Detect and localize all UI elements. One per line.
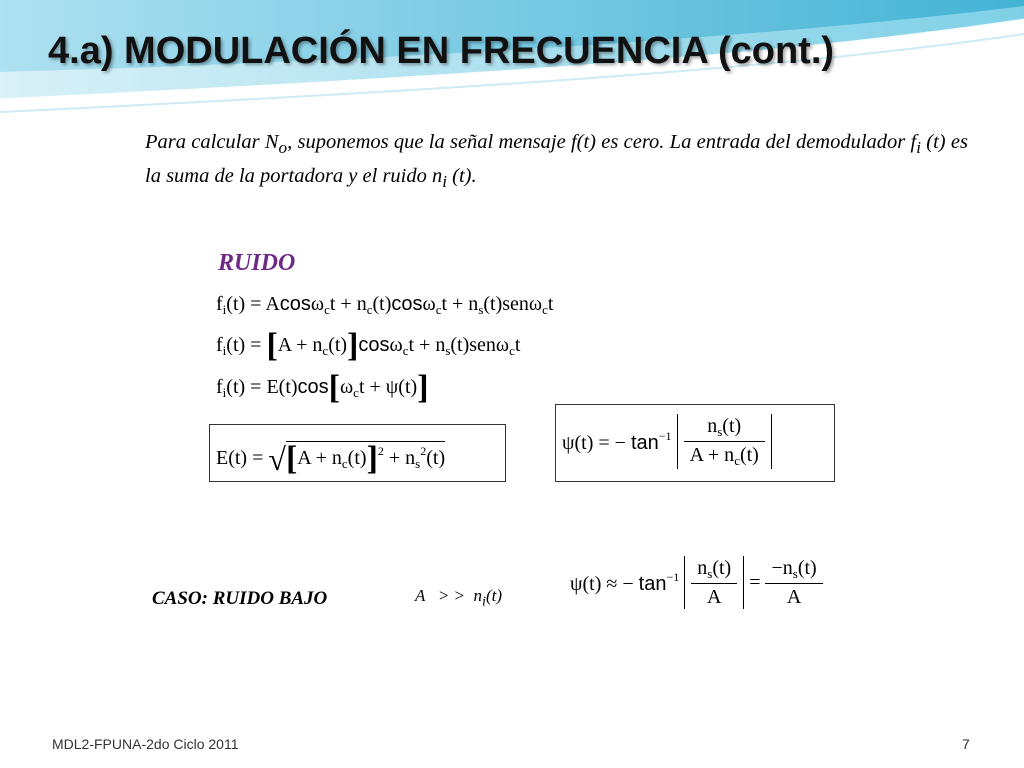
case-label-low-noise: CASO: RUIDO BAJO <box>152 588 328 609</box>
intro-sub-1: o <box>278 138 288 158</box>
condition-tail: (t) <box>485 586 503 605</box>
intro-text-4: (t). <box>447 165 477 188</box>
equation-fi-1: $f_i(t) = Acos\omega_ct + n_c(t)\cos\omega_ct + n_s(t)sen\omega_ct$ <box>216 293 554 317</box>
section-label-ruido: RUIDO <box>218 250 296 276</box>
slide-title: 4.a) MODULACIÓN EN FRECUENCIA (cont.) <box>48 30 835 72</box>
intro-text-3: (t) es la suma de la portadora y el ruido n <box>145 131 968 188</box>
equation-phase: ψ(t) = − $\tan^{-1}$ $\frac{n_s(t)}{A + n_c(t)}$ <box>562 414 772 469</box>
intro-text-1: Para calcular N <box>145 131 279 153</box>
equation-envelope: $E(t) = √[A + n_c(t)]^2 + n_s^2(t)$ <box>216 440 446 477</box>
equation-fi-2: $f_i(t) = [A + n_c(t)]\cos\omega_ct + n_s(t)sen\omega_ct$ <box>216 327 521 364</box>
intro-sub-3: i <box>442 172 447 192</box>
intro-sub-2: i <box>916 138 922 158</box>
footer-page-number: 7 <box>962 736 970 752</box>
intro-paragraph <box>145 128 968 196</box>
intro-text-2: , suponemos que la señal mensaje f(t) es cero. La entrada del demodulador f <box>287 131 917 153</box>
equation-fi-3: $f_i(t) = E(t)\cos[\omega_ct + \psi(t)]$ <box>216 369 429 406</box>
condition-text <box>415 586 502 610</box>
condition-sub: i <box>482 593 486 610</box>
condition-main: A > > n <box>415 586 483 605</box>
footer-course: MDL2-FPUNA-2do Ciclo 2011 <box>52 736 239 752</box>
equation-phase-approx: ψ(t) ≈ − $\tan^{-1}$ $\frac{n_s(t)}{A}$ = $\frac{-n_s(t)}{A}$ <box>570 556 823 609</box>
